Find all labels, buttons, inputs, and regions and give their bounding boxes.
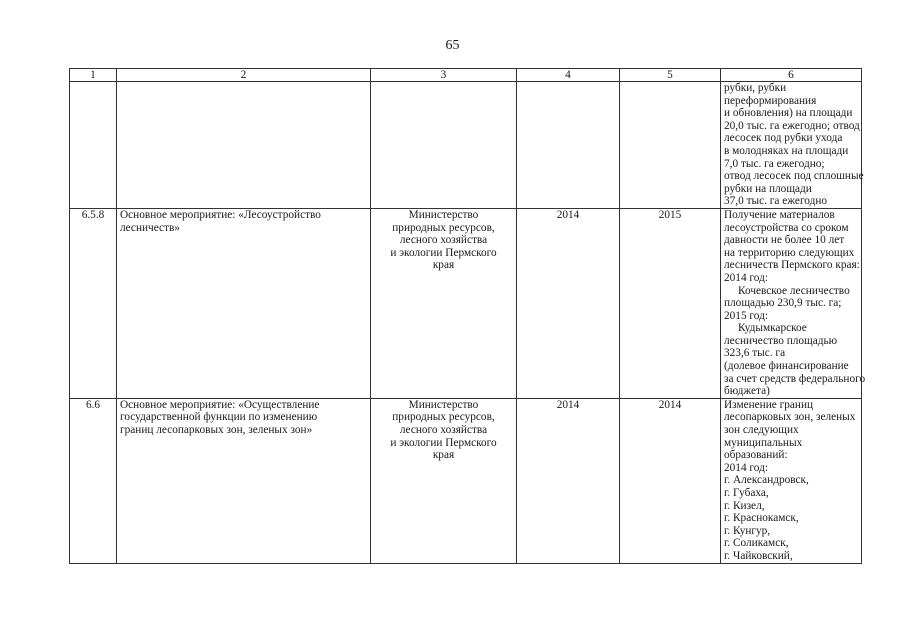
program-activities-table (69, 68, 866, 564)
result-line: г. Александровск, (724, 474, 809, 487)
executor-line: лесного хозяйства (399, 234, 488, 247)
result-line: лесоустройства со сроком (724, 221, 849, 234)
result-line: зон следующих (724, 424, 799, 437)
result-line: площадью 230,9 тыс. га; (724, 297, 842, 310)
result-line: 37,0 тыс. га ежегодно (724, 195, 828, 208)
header-col-6: 6 (721, 69, 862, 82)
cell-end-year (620, 82, 721, 209)
table-row-continuation (70, 82, 862, 209)
result-line: лесничеств Пермского края: (724, 259, 860, 272)
result-line: г. Кунгур, (724, 524, 771, 537)
result-line: лесничество площадью (724, 334, 838, 347)
executor-line: и экологии Пермского (390, 246, 497, 259)
result-line: 323,6 тыс. га (724, 347, 786, 360)
cell-end-year: 2014 (620, 398, 721, 563)
name-line: Основное мероприятие: «Осуществление (120, 398, 320, 411)
table-row-6-5-8 (70, 208, 862, 398)
result-line: переформирования (724, 94, 817, 107)
page-number: 65 (445, 38, 460, 53)
result-line: в молодняках на площади (724, 144, 849, 157)
cell-activity-name (117, 82, 371, 209)
result-line: бюджета) (724, 385, 770, 398)
result-line: и обновления) на площади (724, 107, 853, 120)
result-line: г. Краснокамск, (724, 512, 799, 525)
executor-line: Министерство (408, 208, 479, 221)
result-line: лесопарковых зон, зеленых (724, 411, 856, 424)
executor-line: и экологии Пермского (390, 436, 497, 449)
name-line: государственной функции по изменению (120, 411, 318, 424)
cell-activity-name (117, 398, 371, 563)
header-col-3: 3 (371, 69, 517, 82)
result-line: рубки на площади (724, 182, 812, 195)
result-line: лесосек под рубки ухода (724, 132, 843, 145)
cell-number: 6.5.8 (70, 208, 117, 398)
header-col-1: 1 (70, 69, 117, 82)
result-line: 2015 год: (724, 309, 768, 322)
result-line: 2014 год: (724, 461, 768, 474)
cell-executor (371, 82, 517, 209)
result-line: Изменение границ (724, 398, 814, 411)
executor-line: края (432, 259, 455, 272)
cell-activity-name (117, 208, 371, 398)
result-line: Получение материалов (724, 208, 835, 221)
result-line: г. Кизел, (724, 499, 765, 512)
result-line: отвод лесосек под сплошные (724, 170, 864, 183)
executor-line: природных ресурсов, (392, 221, 495, 234)
result-line: 7,0 тыс. га ежегодно; (724, 157, 825, 170)
cell-result (721, 82, 862, 209)
name-line: границ лесопарковых зон, зеленых зон» (120, 424, 313, 437)
result-line: рубки, рубки (724, 82, 787, 94)
header-row (70, 69, 862, 82)
cell-executor (371, 208, 517, 398)
cell-start-year (517, 82, 620, 209)
result-line: 20,0 тыс. га ежегодно; отвод (724, 119, 860, 132)
executor-line: лесного хозяйства (399, 424, 488, 437)
cell-number (70, 82, 117, 209)
executor-line: природных ресурсов, (392, 411, 495, 424)
result-line: г. Чайковский, (724, 549, 793, 562)
result-line: давности не более 10 лет (724, 234, 845, 247)
result-line: муниципальных (724, 436, 803, 449)
table-row-6-6 (70, 398, 862, 563)
cell-start-year: 2014 (517, 208, 620, 398)
result-line: г. Соликамск, (724, 537, 789, 550)
name-line: лесничеств» (120, 221, 180, 234)
cell-end-year: 2015 (620, 208, 721, 398)
header-col-2: 2 (117, 69, 371, 82)
name-line: Основное мероприятие: «Лесоустройство (120, 208, 321, 221)
result-line: 2014 год: (724, 271, 768, 284)
result-line: г. Губаха, (724, 487, 769, 499)
result-line: образований: (724, 449, 788, 462)
header-col-4: 4 (517, 69, 620, 82)
header-col-5: 5 (620, 69, 721, 82)
result-line: (долевое финансирование (724, 360, 849, 373)
executor-line: Министерство (408, 398, 479, 411)
cell-executor (371, 398, 517, 563)
executor-line: края (432, 449, 455, 462)
cell-result (721, 398, 862, 563)
cell-start-year: 2014 (517, 398, 620, 563)
result-line: на территорию следующих (724, 246, 855, 259)
result-line: Кочевское лесничество (738, 284, 850, 297)
result-line: за счет средств федерального (724, 372, 866, 385)
cell-result (721, 208, 866, 398)
cell-number: 6.6 (70, 398, 117, 563)
result-line: Кудымкарское (738, 322, 807, 335)
